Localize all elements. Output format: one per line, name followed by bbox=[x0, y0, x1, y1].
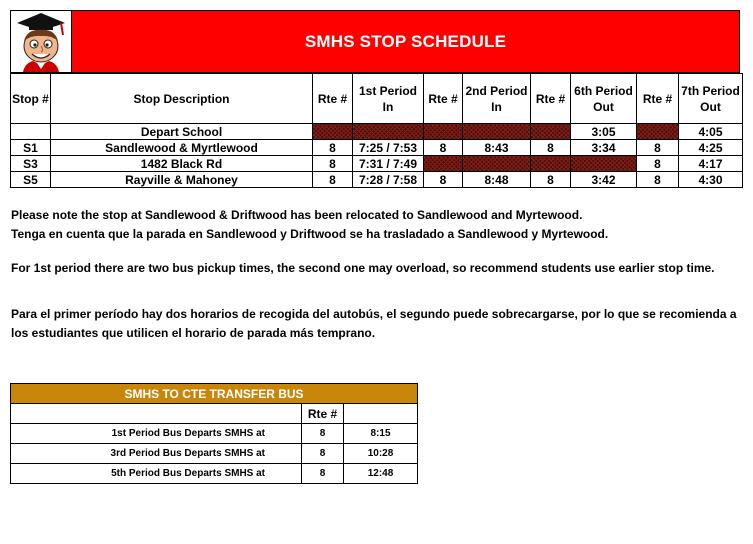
stop-description-cell: Sandlewood & Myrtlewood bbox=[51, 140, 313, 156]
time-cell: 4:05 bbox=[679, 124, 743, 140]
empty-cell bbox=[344, 404, 418, 424]
table-row bbox=[11, 444, 418, 464]
column-header: Rte # bbox=[424, 74, 463, 124]
blocked-cell bbox=[353, 124, 424, 140]
stop-schedule-table bbox=[10, 73, 743, 188]
time-cell: 7:31 / 7:49 bbox=[353, 156, 424, 172]
column-header: 6th Period Out bbox=[571, 74, 637, 124]
route-cell: 8 bbox=[531, 140, 571, 156]
route-cell: 8 bbox=[313, 172, 353, 188]
column-header: Stop Description bbox=[51, 74, 313, 124]
route-cell: 8 bbox=[302, 424, 344, 444]
table-row bbox=[11, 172, 743, 188]
time-cell: 10:28 bbox=[344, 444, 418, 464]
time-cell: 4:17 bbox=[679, 156, 743, 172]
route-cell: 8 bbox=[302, 444, 344, 464]
departure-label: 3rd Period Bus Departs SMHS at bbox=[11, 444, 302, 464]
transfer-header-row bbox=[11, 404, 418, 424]
stop-description-cell: 1482 Black Rd bbox=[51, 156, 313, 172]
stop-id-cell bbox=[11, 124, 51, 140]
blocked-cell bbox=[637, 124, 679, 140]
table-row bbox=[11, 464, 418, 484]
stop-id-cell: S3 bbox=[11, 156, 51, 172]
route-cell: 8 bbox=[313, 156, 353, 172]
transfer-title-row bbox=[11, 384, 418, 404]
empty-cell bbox=[11, 404, 302, 424]
blocked-cell bbox=[463, 156, 531, 172]
time-cell: 8:48 bbox=[463, 172, 531, 188]
transfer-title: SMHS TO CTE TRANSFER BUS bbox=[11, 384, 418, 404]
table-row bbox=[11, 140, 743, 156]
departure-label: 1st Period Bus Departs SMHS at bbox=[11, 424, 302, 444]
time-cell: 7:25 / 7:53 bbox=[353, 140, 424, 156]
time-cell: 3:42 bbox=[571, 172, 637, 188]
route-cell: 8 bbox=[313, 140, 353, 156]
table-row bbox=[11, 424, 418, 444]
time-cell: 4:30 bbox=[679, 172, 743, 188]
blocked-cell bbox=[424, 156, 463, 172]
table-header-row bbox=[11, 74, 743, 124]
time-cell: 8:43 bbox=[463, 140, 531, 156]
stop-description-cell: Depart School bbox=[51, 124, 313, 140]
pickup-note-english: For 1st period there are two bus pickup times, the second one may overload, so recommend students use earlier stop time. bbox=[11, 261, 715, 275]
stop-id-cell: S1 bbox=[11, 140, 51, 156]
mascot-icon bbox=[11, 11, 72, 72]
column-header: 7th Period Out bbox=[679, 74, 743, 124]
time-cell: 7:28 / 7:58 bbox=[353, 172, 424, 188]
column-header: Rte # bbox=[531, 74, 571, 124]
time-cell: 3:34 bbox=[571, 140, 637, 156]
column-header: Rte # bbox=[313, 74, 353, 124]
page-title: SMHS STOP SCHEDULE bbox=[304, 31, 507, 51]
blocked-cell bbox=[571, 156, 637, 172]
time-cell: 4:25 bbox=[679, 140, 743, 156]
column-header: Rte # bbox=[302, 404, 344, 424]
blocked-cell bbox=[463, 124, 531, 140]
column-header: Rte # bbox=[637, 74, 679, 124]
blocked-cell bbox=[531, 156, 571, 172]
stop-description-cell: Rayville & Mahoney bbox=[51, 172, 313, 188]
departure-label: 5th Period Bus Departs SMHS at bbox=[11, 464, 302, 484]
relocation-note-english: Please note the stop at Sandlewood & Driftwood has been relocated to Sandlewood and Myrtewood. bbox=[11, 208, 583, 222]
route-cell: 8 bbox=[531, 172, 571, 188]
column-header: 1st Period In bbox=[353, 74, 424, 124]
route-cell: 8 bbox=[424, 172, 463, 188]
blocked-cell bbox=[424, 124, 463, 140]
route-cell: 8 bbox=[637, 172, 679, 188]
time-cell: 12:48 bbox=[344, 464, 418, 484]
table-row bbox=[11, 124, 743, 140]
blocked-cell bbox=[531, 124, 571, 140]
blocked-cell bbox=[313, 124, 353, 140]
column-header: Stop # bbox=[11, 74, 51, 124]
route-cell: 8 bbox=[637, 156, 679, 172]
route-cell: 8 bbox=[424, 140, 463, 156]
schedule-header bbox=[10, 10, 740, 73]
pickup-note-spanish: Para el primer período hay dos horarios de recogida del autobús, el segundo puede sobrecargarse, por lo que se recomienda a los estudiantes que utilicen el horario de parada más temprano. bbox=[11, 307, 737, 340]
stop-id-cell: S5 bbox=[11, 172, 51, 188]
route-cell: 8 bbox=[637, 140, 679, 156]
column-header: 2nd Period In bbox=[463, 74, 531, 124]
title-banner bbox=[72, 11, 739, 72]
route-cell: 8 bbox=[302, 464, 344, 484]
relocation-note-spanish: Tenga en cuenta que la parada en Sandlewood y Driftwood se ha trasladado a Sandlewood y Myrtewood. bbox=[11, 227, 609, 241]
time-cell: 3:05 bbox=[571, 124, 637, 140]
time-cell: 8:15 bbox=[344, 424, 418, 444]
table-row bbox=[11, 156, 743, 172]
transfer-bus-table bbox=[10, 383, 418, 484]
